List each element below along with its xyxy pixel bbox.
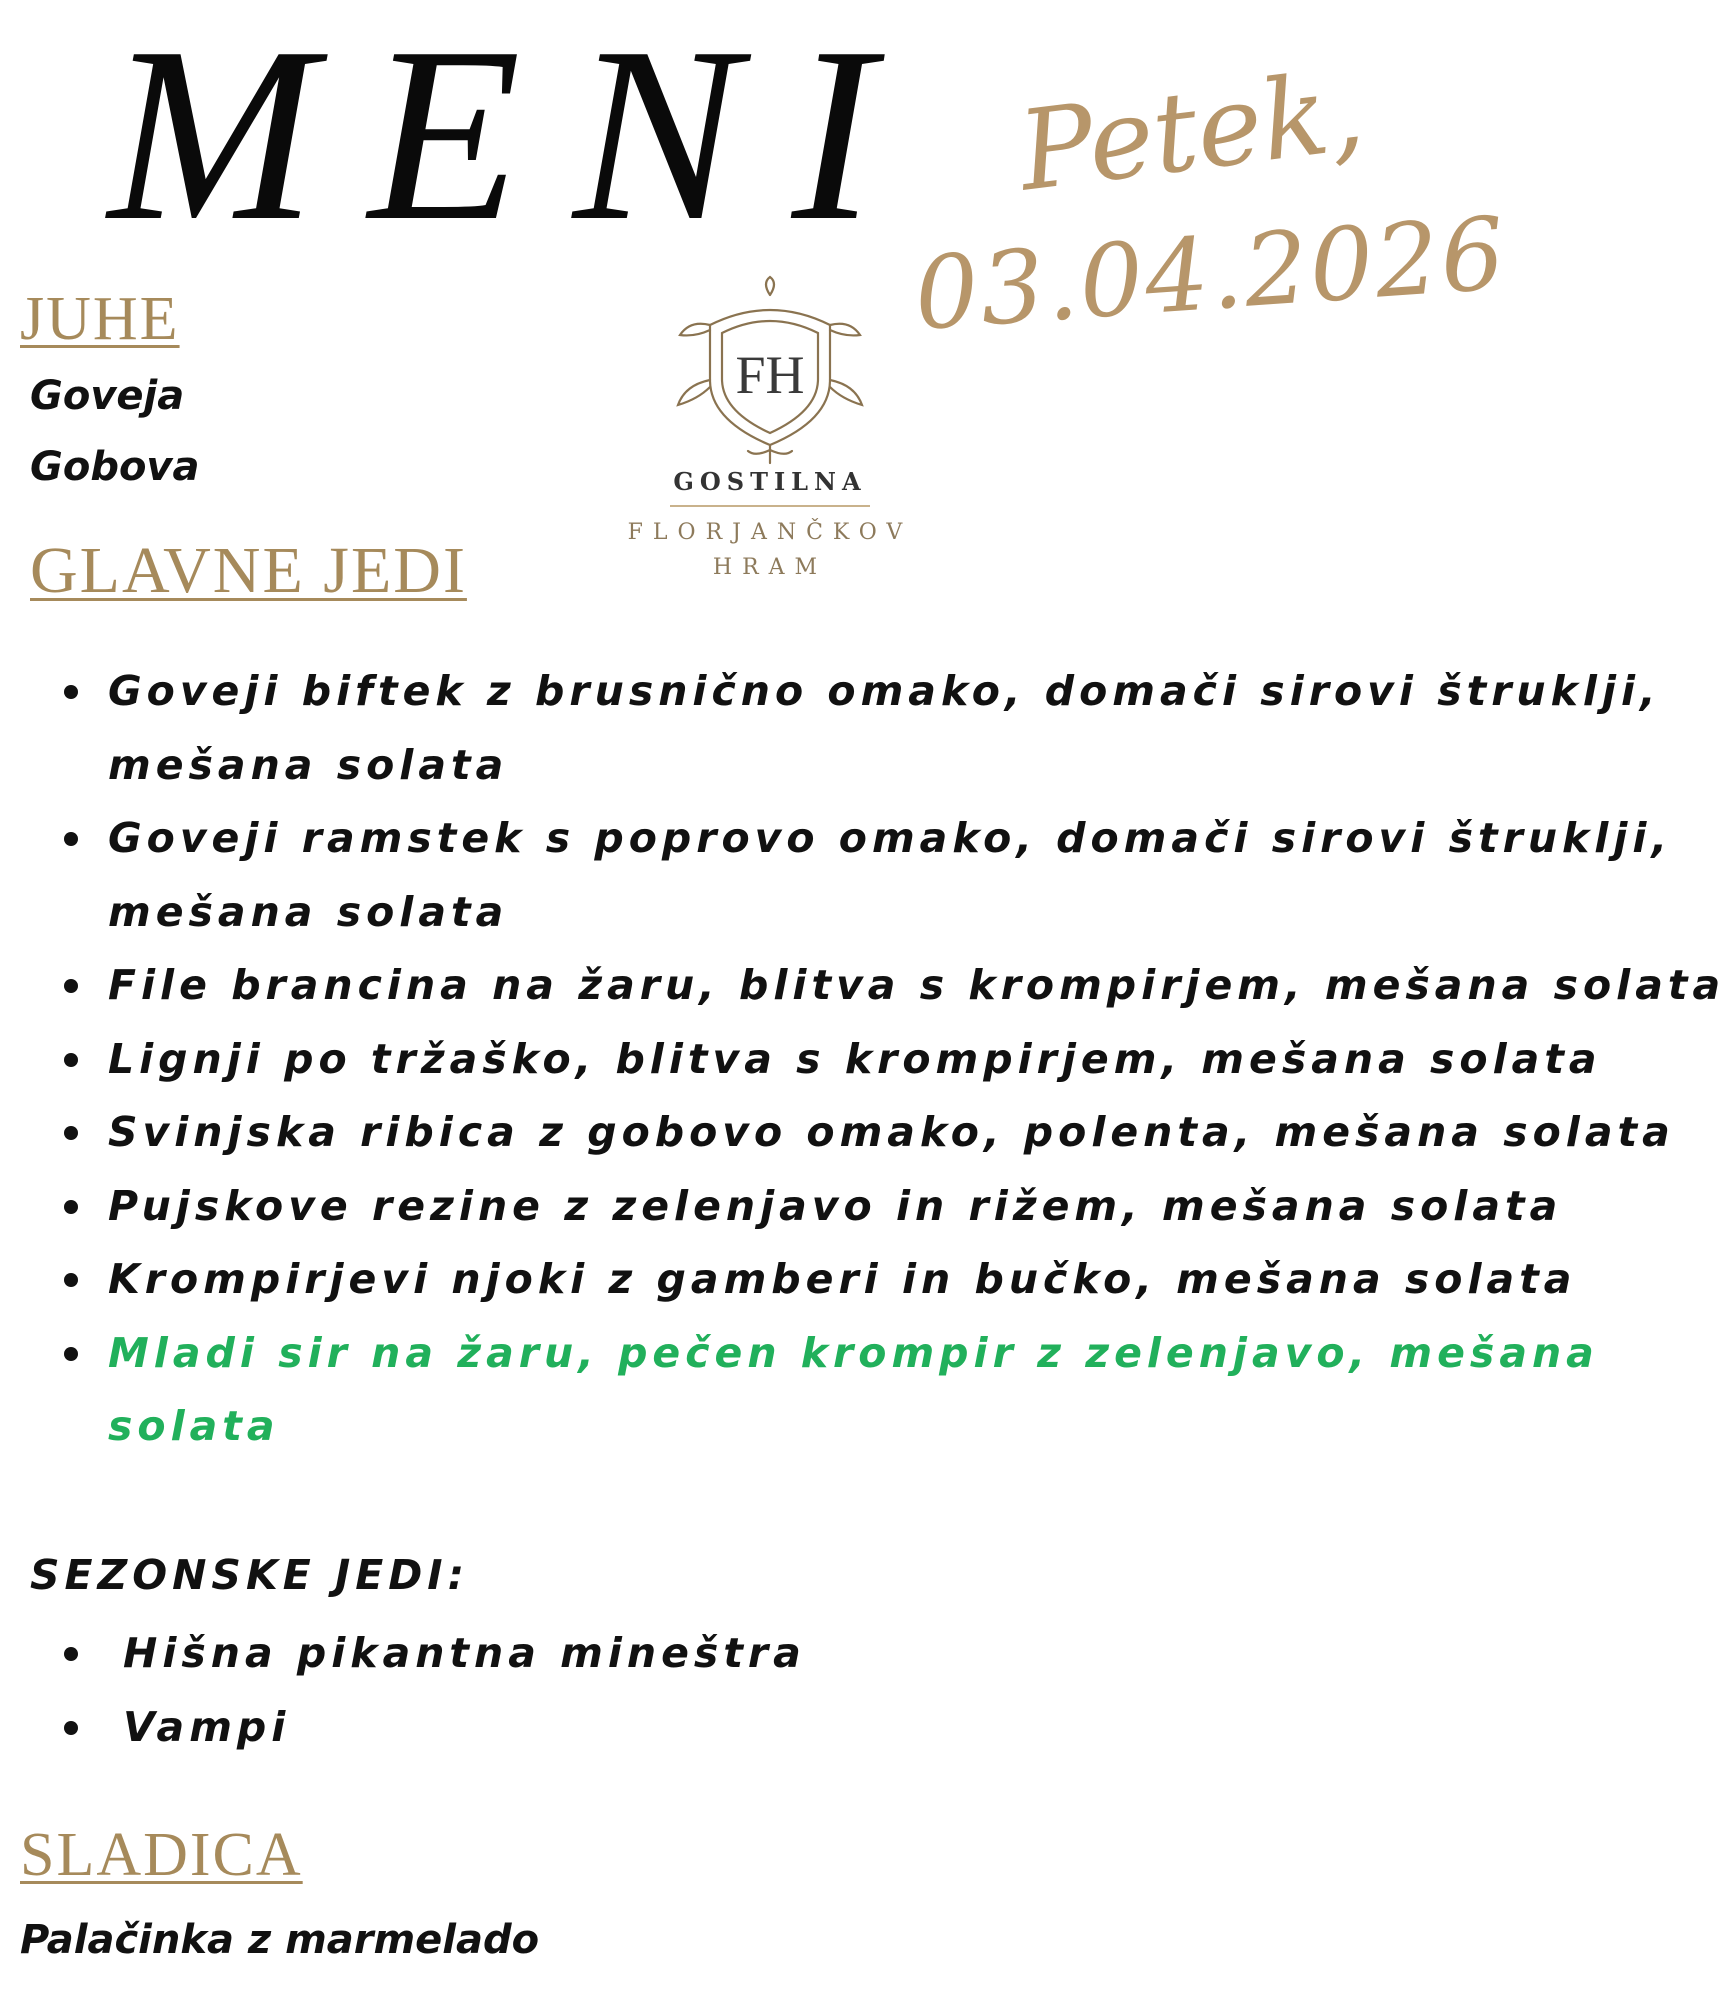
main-dish-item [60, 1023, 1602, 1097]
main-dish-text: Krompirjevi njoki z gamberi in bučko, mešana solata [108, 1255, 1577, 1303]
main-dish-text: Svinjska ribica z gobovo omako, polenta, mešana solata [108, 1108, 1675, 1156]
main-dish-text: Goveji biftek z brusnično omako, domači sirovi štruklji, [108, 667, 1661, 715]
bullet-icon [64, 1347, 78, 1361]
main-dish-item [60, 1243, 1577, 1317]
main-dish-text: mešana solata [108, 740, 509, 789]
main-dish-item [60, 1170, 1563, 1244]
main-dishes-list [60, 655, 1725, 1464]
logo-divider [670, 505, 870, 507]
seasonal-text: Hišna pikantna mineštra [123, 1629, 806, 1677]
bullet-icon [64, 1053, 78, 1067]
menu-day: Petek, [1012, 46, 1371, 216]
section-heading-soups: JUHE [20, 285, 180, 353]
main-dish-item [60, 1096, 1675, 1170]
logo-subtitle-line2: HRAM [712, 555, 828, 580]
bullet-icon [64, 979, 78, 993]
main-dish-item-continued [60, 876, 1545, 950]
soup-item: Goveja [30, 373, 185, 419]
crest-icon [670, 275, 870, 465]
logo-name: GOSTILNA [673, 467, 867, 496]
bullet-icon [64, 1721, 78, 1735]
logo-monogram: FH [735, 345, 805, 405]
main-dish-item [60, 949, 1725, 1023]
bullet-icon [64, 1647, 78, 1661]
soup-item: Gobova [30, 444, 200, 490]
restaurant-logo [600, 265, 940, 595]
main-dish-item [60, 802, 1673, 876]
menu-date: 03.04.2026 [910, 194, 1511, 353]
main-dish-text: mešana solata [108, 887, 509, 936]
seasonal-item [60, 1617, 806, 1691]
main-dish-item [60, 655, 1661, 729]
main-dish-text: Goveji ramstek s poprovo omako, domači sirovi štruklji, [108, 814, 1673, 862]
bullet-icon [64, 685, 78, 699]
seasonal-text: Vampi [123, 1702, 291, 1751]
vegetarian-dish-item-continued [60, 1390, 1545, 1464]
main-dish-text: Pujskove rezine z zelenjavo in rižem, mešana solata [108, 1181, 1563, 1230]
bullet-icon [64, 832, 78, 846]
main-dish-text: solata [108, 1402, 280, 1450]
bullet-icon [64, 1126, 78, 1140]
vegetarian-dish-item [60, 1317, 1599, 1391]
main-dish-text: Mladi sir na žaru, pečen krompir z zelenjavo, mešana [108, 1328, 1599, 1377]
bullet-icon [64, 1273, 78, 1287]
seasonal-item [60, 1691, 806, 1765]
logo-subtitle-line1: FLORJANČKOV [627, 520, 913, 545]
menu-title: MENI [108, 0, 927, 273]
bullet-icon [64, 1200, 78, 1214]
seasonal-list [60, 1617, 806, 1764]
section-heading-dessert: SLADICA [20, 1821, 303, 1889]
section-heading-seasonal: SEZONSKE JEDI: [30, 1551, 469, 1599]
main-dish-text: File brancina na žaru, blitva s krompirjem, mešana solata [108, 961, 1725, 1009]
dessert-item: Palačinka z marmelado [20, 1917, 540, 1963]
main-dish-text: Lignji po tržaško, blitva s krompirjem, mešana solata [108, 1034, 1602, 1083]
main-dish-item-continued [60, 729, 1545, 803]
section-heading-main-dishes: GLAVNE JEDI [30, 534, 467, 607]
